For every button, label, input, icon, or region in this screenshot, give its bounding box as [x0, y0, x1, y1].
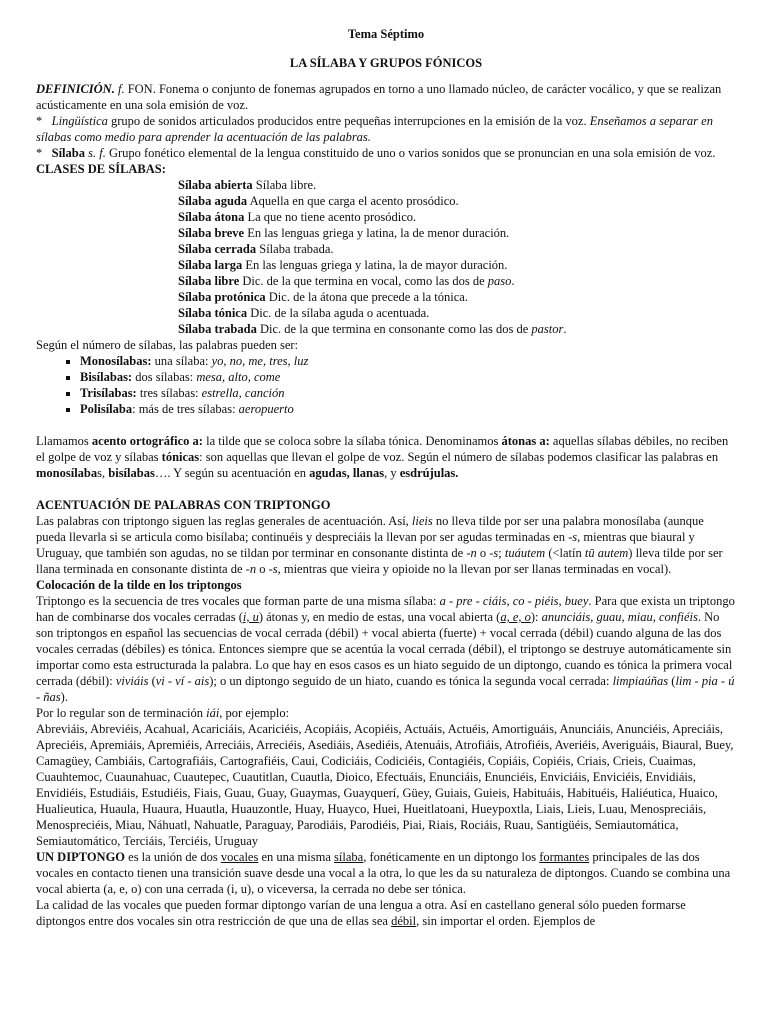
t: , mientras que biaural y Uruguay, que también son agudas, no se tildan por terminar en consonante distinta de: [36, 530, 695, 560]
triptongo-paragraph: [36, 513, 736, 577]
i: viviáis: [115, 674, 149, 688]
t: Llamamos: [36, 434, 92, 448]
term: Bisílabas:: [80, 370, 133, 384]
list-item: [36, 257, 736, 273]
example: estrella, canción: [201, 386, 285, 400]
text: dos sílabas:: [132, 370, 197, 384]
definition-text: Fonema o conjunto de fonemas agrupados en torno a uno llamado núcleo, de carácter vocálico, y que se realizan acústicamente en una sola emisión de voz.: [36, 82, 722, 112]
t: (: [148, 674, 156, 688]
t: ,: [558, 594, 565, 608]
item-text: grupo de sonidos articulados producidos entre pequeñas interrupciones en la emisión de la voz.: [107, 114, 590, 128]
t: ).: [60, 690, 68, 704]
text: En las lenguas griega y latina, la de menor duración.: [244, 226, 510, 240]
term: Sílaba aguda: [178, 194, 248, 208]
triptongo-definition: [36, 593, 736, 705]
b: agudas, llanas: [309, 466, 385, 480]
link-debil[interactable]: débil: [391, 914, 417, 928]
i: -n: [245, 562, 257, 576]
t: aquellas sílabas débiles, no reciben el golpe de voz y sílabas: [36, 434, 729, 464]
list-item: [80, 385, 736, 401]
t: la tilde que se coloca sobre la sílaba tónica. Denominamos: [202, 434, 502, 448]
t: : son aquellas que llevan el golpe de voz. Según el número de sílabas podemos clasificar las palabras en: [199, 450, 719, 464]
diptongo-paragraph-2: [36, 897, 736, 929]
b: monosílaba: [36, 466, 98, 480]
definition-item-linguistica: [36, 113, 736, 145]
term: Trisílabas:: [80, 386, 137, 400]
b: acento ortográfico a:: [91, 434, 203, 448]
t: (<latín: [545, 546, 585, 560]
bullet-star: *: [36, 114, 43, 128]
t: en una misma: [258, 850, 335, 864]
t: ):: [530, 610, 542, 624]
text: Dic. de la que termina en consonante como las dos de: [256, 322, 532, 336]
i: a, e, o: [500, 610, 531, 624]
page-title: LA SÍLABA Y GRUPOS FÓNICOS: [289, 56, 483, 70]
term: Sílaba tónica: [178, 306, 248, 320]
t: Las palabras con triptongo siguen las reglas generales de acentuación. Así,: [36, 514, 412, 528]
list-item: [36, 177, 736, 193]
i: -s: [489, 546, 499, 560]
text: En las lenguas griega y latina, la de mayor duración.: [242, 258, 508, 272]
link-formantes[interactable]: formantes: [539, 850, 590, 864]
term: Sílaba libre: [178, 274, 240, 288]
i: tū autem: [584, 546, 629, 560]
t: o: [256, 562, 269, 576]
i: lim - pia - ú - ñas: [36, 674, 735, 704]
item-text: Grupo fonético elemental de la lengua constituido de uno o varios sonidos que se pronuncian en una sola emisión de voz.: [105, 146, 716, 160]
count-list: [36, 353, 736, 417]
t: o: [476, 546, 490, 560]
bullet-star: *: [36, 146, 43, 160]
term: Polisílaba: [80, 402, 133, 416]
i: anunciáis, guau, miau, confiéis: [541, 610, 698, 624]
count-intro: Según el número de sílabas, las palabras pueden ser:: [36, 338, 299, 352]
item-gram: s. f.: [84, 146, 106, 160]
tail: .: [563, 322, 567, 336]
text: Dic. de la que termina en vocal, como las dos de: [239, 274, 488, 288]
document-page: [36, 22, 736, 929]
t: , fonéticamente en un diptongo los: [363, 850, 540, 864]
ital: paso: [487, 274, 512, 288]
t: es la unión de dos: [125, 850, 221, 864]
definition-abbr-fon: FON.: [127, 82, 156, 96]
tail: .: [511, 274, 515, 288]
list-item: [80, 369, 736, 385]
triptongo-heading: ACENTUACIÓN DE PALABRAS CON TRIPTONGO: [36, 498, 331, 512]
b: bisílabas: [108, 466, 155, 480]
t: ;: [498, 546, 505, 560]
text: Dic. de la átona que precede a la tónica.: [265, 290, 468, 304]
b: átonas a:: [501, 434, 550, 448]
accent-paragraph: [36, 433, 736, 481]
t: , sin importar el orden. Ejemplos de: [416, 914, 596, 928]
list-item: [80, 353, 736, 369]
i: tuáutem: [504, 546, 546, 560]
list-item: [36, 289, 736, 305]
t: (: [668, 674, 676, 688]
example: aeropuerto: [238, 402, 294, 416]
term: Sílaba breve: [178, 226, 245, 240]
b: esdrújulas.: [399, 466, 459, 480]
termination-intro: [36, 705, 736, 721]
t: …. Y según su acentuación en: [154, 466, 310, 480]
link-vocales[interactable]: vocales: [220, 850, 259, 864]
i: -n: [466, 546, 477, 560]
definition-paragraph: [36, 81, 736, 113]
t: ) átonas y, en medio de estas, una vocal abierta (: [258, 610, 501, 624]
t: La calidad de las vocales que pueden formar diptongo varían de una lengua a otra. Así en castellano general sólo pueden formarse diptongos entre dos vocales sin otra restricción de que una de ellas sea: [36, 898, 686, 928]
t: no lleva tilde por ser una palabra monosílaba (aunque pueda llevarla si se articula como bisílaba; continuéis y despreciáis la llevan por ser agudas terminadas en: [36, 514, 704, 544]
list-item: [36, 241, 736, 257]
i: lieis: [411, 514, 433, 528]
definition-item-silaba: [36, 145, 736, 161]
term: Sílaba cerrada: [178, 242, 257, 256]
b: UN DIPTONGO: [36, 850, 126, 864]
item-term: Lingüística: [51, 114, 108, 128]
item-example: Enseñamos a separar en sílabas como medio para aprender la acentuación de las palabras.: [36, 114, 713, 144]
t: ); o un diptongo seguido de un hiato, cuando es tónica la segunda vocal cerrada:: [209, 674, 613, 688]
classes-heading: CLASES DE SÍLABAS:: [36, 162, 166, 176]
term: Sílaba átona: [178, 210, 245, 224]
t: s,: [97, 466, 109, 480]
list-item: [80, 401, 736, 417]
list-item: [36, 305, 736, 321]
i: limpiaúñas: [612, 674, 669, 688]
t: ,: [506, 594, 513, 608]
example: yo, no, me, tres, luz: [211, 354, 309, 368]
t: ) lleva tilde por ser llana terminada en consonante distinta de: [36, 546, 723, 576]
list-item: [36, 273, 736, 289]
term: Monosílabas:: [80, 354, 152, 368]
item-term: Sílaba: [51, 146, 85, 160]
text: La que no tiene acento prosódico.: [244, 210, 417, 224]
t: , mientras que vieira y opioide no la llevan por ser llanas terminadas en vocal).: [277, 562, 672, 576]
text: una sílaba:: [151, 354, 212, 368]
t: , por ejemplo:: [219, 706, 290, 720]
text: Sílaba trabada.: [256, 242, 334, 256]
ital: pastor: [531, 322, 564, 336]
i: a - pre - ciáis: [439, 594, 507, 608]
t: . Para que exista un triptongo han de combinarse dos vocales cerradas (: [36, 594, 735, 624]
t: , y: [384, 466, 400, 480]
list-item: [36, 321, 736, 337]
t: Por lo regular son de terminación: [36, 706, 207, 720]
t: principales de las dos vocales en contacto tienen una transición suave desde una vocal a la otra, lo que les da su naturaleza de diptongos. Cuando se combina una vocal abierta (a, e, o) con una cerrada (i, u), o viceversa, la cerrada no debe ser tónica.: [36, 850, 731, 896]
i: -s: [268, 562, 278, 576]
diptongo-paragraph: [36, 849, 736, 897]
i: i, u: [242, 610, 259, 624]
list-item: [36, 193, 736, 209]
text: : más de tres sílabas:: [132, 402, 239, 416]
link-silaba[interactable]: sílaba: [334, 850, 364, 864]
tilde-subheading: Colocación de la tilde en los triptongos: [36, 578, 242, 592]
definition-abbr: f.: [117, 82, 125, 96]
i: vi - ví - ais: [155, 674, 210, 688]
syllable-class-list: [36, 177, 736, 337]
t: Triptongo es la secuencia de tres vocales que forman parte de una misma sílaba:: [36, 594, 440, 608]
term: Sílaba trabada: [178, 322, 257, 336]
i: iái: [206, 706, 220, 720]
text: Dic. de la sílaba aguda o acentuada.: [247, 306, 430, 320]
term: Sílaba larga: [178, 258, 243, 272]
text: tres sílabas:: [136, 386, 202, 400]
list-item: [36, 209, 736, 225]
text: Aquella en que carga el acento prosódico.: [247, 194, 459, 208]
text: Sílaba libre.: [252, 178, 317, 192]
list-item: [36, 225, 736, 241]
definition-label: DEFINICIÓN.: [36, 82, 115, 96]
i: buey: [564, 594, 589, 608]
term: Sílaba abierta: [178, 178, 253, 192]
i: co - piéis: [512, 594, 559, 608]
b: tónicas: [161, 450, 200, 464]
example-word-list: Abreviáis, Abreviéis, Acahual, Acariciáis, Acariciéis, Acopiáis, Acopiéis, Actuáis, Actuéis, Amortiguáis, Anunciáis, Anunciéis, Apreciáis, Apreciéis, Apremiáis, Apremiéis, Arreciáis, Arreciéis, Asediáis, Asediéis, Atenuáis, Atrofiáis, Atrofiéis, Averiéis, Averiguáis, Biaural, Buey, Camagüey, Cambiáis, Cartografiáis, Cartografiéis, Caui, Codiciáis, Codiciéis, Contagiéis, Copiáis, Copiéis, Criais, Crieis, Cuaimas, Cuauhtemoc, Cuaunahuac, Cuautepec, Cuautitlan, Cuautla, Dioico, Efectuáis, Enunciáis, Enunciéis, Enviciáis, Enviciéis, Envidiáis, Envidiéis, Estudiáis, Estudiéis, Fiais, Guau, Guay, Guaymas, Guayquerí, Güey, Guiais, Guieis, Habituáis, Habituéis, Haliéutica, Huaico, Hualieutica, Huaula, Huaura, Huautla, Huauzontle, Huay, Huayco, Huei, Hueitlatoani, Hueypoxtla, Liais, Lieis, Luau, Menospreciáis, Menospreciéis, Miau, Náhuatl, Nahuatle, Paraguay, Parodiáis, Parodiéis, Piai, Riais, Rociáis, Ruau, Santigüéis, Semiautomática, Semiautomático, Terciáis, Terciéis, Uruguay: [36, 722, 734, 848]
term: Sílaba protónica: [178, 290, 266, 304]
example: mesa, alto, come: [196, 370, 281, 384]
topic-heading: Tema Séptimo: [347, 27, 425, 41]
i: -s: [568, 530, 578, 544]
t: . No son triptongos en español las secuencias de vocal cerrada (débil) + vocal abierta (fuerte) + vocal cerrada (débil) cuando alguna de las dos vocales cerradas (débiles) es tónica. Entonces siempre que se acentúa la vocal cerrada (débil), el triptongo se destruye automáticamente sin importar como esta estructurada la palabra. Lo que hay en esos casos es un hiato seguido de un diptongo, cuando es tónica la primera vocal cerrada (débil):: [36, 610, 733, 688]
